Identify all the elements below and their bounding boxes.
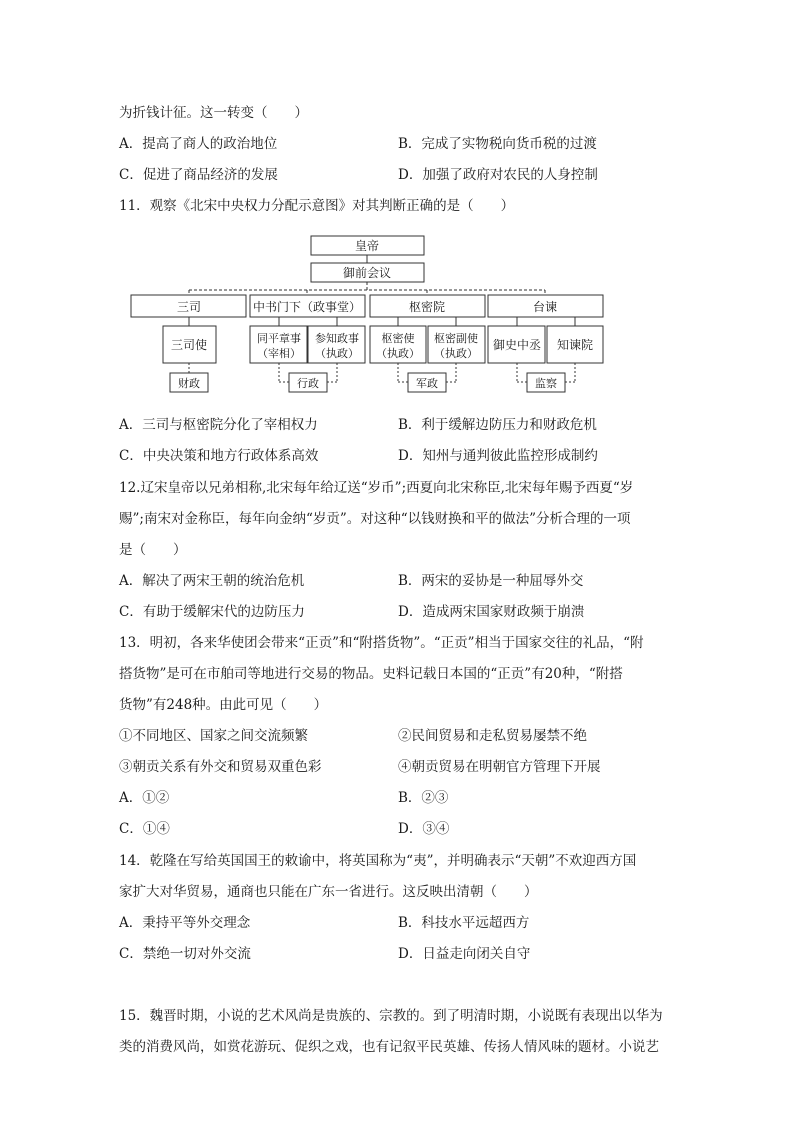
q13-statement-1: ①不同地区、国家之间交流频繁 — [119, 728, 308, 744]
q11-option-c: C．中央决策和地方行政体系高效 — [119, 448, 319, 464]
q13-statement-4: ④朝贡贸易在明朝官方管理下开展 — [398, 759, 601, 775]
q13-stem-1: 13．明初，各来华使团会带来“正贡”和“附搭货物”。“正贡”相当于国家交往的礼品，“附 — [119, 635, 644, 651]
q14-stem-1: 14．乾隆在写给英国国王的敕谕中，将英国称为“夷”，并明确表示“天朝”不欢迎西方国 — [119, 853, 637, 869]
q13-statement-2: ②民间贸易和走私贸易屡禁不绝 — [398, 728, 587, 744]
q13-stem-2: 搭货物”是可在市舶司等地进行交易的物品。史料记载日本国的“正贡”有20种，“附搭 — [119, 666, 623, 682]
q13-option-a: A．①② — [119, 790, 170, 806]
q14-option-a: A．秉持平等外交理念 — [119, 915, 251, 931]
node-shumiyuan: 枢密院 — [408, 300, 446, 314]
q10-option-b: B．完成了实物税向货币税的过渡 — [398, 136, 597, 152]
node-zhijian: 知谏院 — [556, 338, 594, 352]
q12-stem-1: 12.辽宋皇帝以兄弟相称,北宋每年给辽送“岁币”;西夏向北宋称臣,北宋每年赐予西夏“岁 — [119, 480, 634, 496]
q15-stem-1: 15．魏晋时期，小说的艺术风尚是贵族的、宗教的。到了明清时期，小说既有表现出以华为 — [119, 1008, 663, 1024]
node-taijian: 台谏 — [532, 300, 558, 314]
q14-option-c: C．禁绝一切对外交流 — [119, 946, 251, 962]
q15-stem-2: 类的消费风尚，如赏花游玩、促织之戏，也有记叙平民英雄、传扬人情风味的题材。小说艺 — [119, 1039, 659, 1055]
label-jiancha: 监察 — [535, 377, 557, 390]
q12-option-a: A．解决了两宋王朝的统治危机 — [119, 573, 305, 589]
q11-option-b: B．利于缓解边防压力和财政危机 — [398, 417, 597, 433]
q12-option-b: B．两宋的妥协是一种屈辱外交 — [398, 573, 584, 589]
q13-option-c: C．①④ — [119, 821, 170, 837]
node-canzhi-title: 参知政事 — [315, 332, 359, 345]
node-council: 御前会议 — [342, 266, 392, 280]
q13-statement-3: ③朝贡关系有外交和贸易双重色彩 — [119, 759, 322, 775]
node-sansi: 三司 — [176, 300, 202, 314]
node-fushi-note: （执政） — [434, 347, 478, 360]
q10-option-d: D．加强了政府对农民的人身控制 — [398, 167, 598, 183]
node-canzhi-note: （执政） — [315, 347, 359, 360]
q10-stem-end: 为折钱计征。这一转变（ ） — [119, 105, 308, 121]
q11-option-a: A．三司与枢密院分化了宰相权力 — [119, 417, 318, 433]
q12-stem-3: 是（ ） — [119, 542, 187, 558]
node-fushi-title: 枢密副使 — [434, 332, 478, 345]
label-junzheng: 军政 — [416, 377, 438, 390]
node-zhongshu: 中书门下（政事堂） — [252, 300, 362, 314]
q11-option-d: D．知州与通判彼此监控形成制约 — [398, 448, 598, 464]
label-xingzheng: 行政 — [297, 377, 319, 390]
node-emperor: 皇帝 — [354, 239, 380, 253]
q14-stem-2: 家扩大对华贸易，通商也只能在广东一省进行。这反映出清朝（ ） — [119, 884, 538, 900]
node-yushi: 御史中丞 — [492, 338, 542, 352]
node-tongping-title: 同平章事 — [257, 332, 301, 345]
q14-option-d: D．日益走向闭关自守 — [398, 946, 531, 962]
q13-option-d: D．③④ — [398, 821, 450, 837]
q11-stem: 11．观察《北宋中央权力分配示意图》对其判断正确的是（ ） — [119, 198, 515, 214]
q12-option-d: D．造成两宋国家财政频于崩溃 — [398, 604, 585, 620]
q12-stem-2: 赐”;南宋对金称臣，每年向金纳“岁贡”。对这种“以钱财换和平的做法”分析合理的一项 — [119, 511, 631, 527]
q10-option-c: C．促进了商品经济的发展 — [119, 167, 278, 183]
label-caizheng: 财政 — [178, 377, 200, 390]
node-sansishi: 三司使 — [170, 338, 208, 352]
q10-option-a: A．提高了商人的政治地位 — [119, 136, 278, 152]
node-shumishi-note: （执政） — [376, 347, 420, 360]
node-tongping-note: （宰相） — [257, 347, 301, 360]
q12-option-c: C．有助于缓解宋代的边防压力 — [119, 604, 305, 620]
q13-option-b: B．②③ — [398, 790, 449, 806]
q13-stem-3: 货物”有248种。由此可见（ ） — [119, 697, 328, 713]
q14-option-b: B．科技水平远超西方 — [398, 915, 530, 931]
node-shumishi-title: 枢密使 — [381, 332, 415, 345]
